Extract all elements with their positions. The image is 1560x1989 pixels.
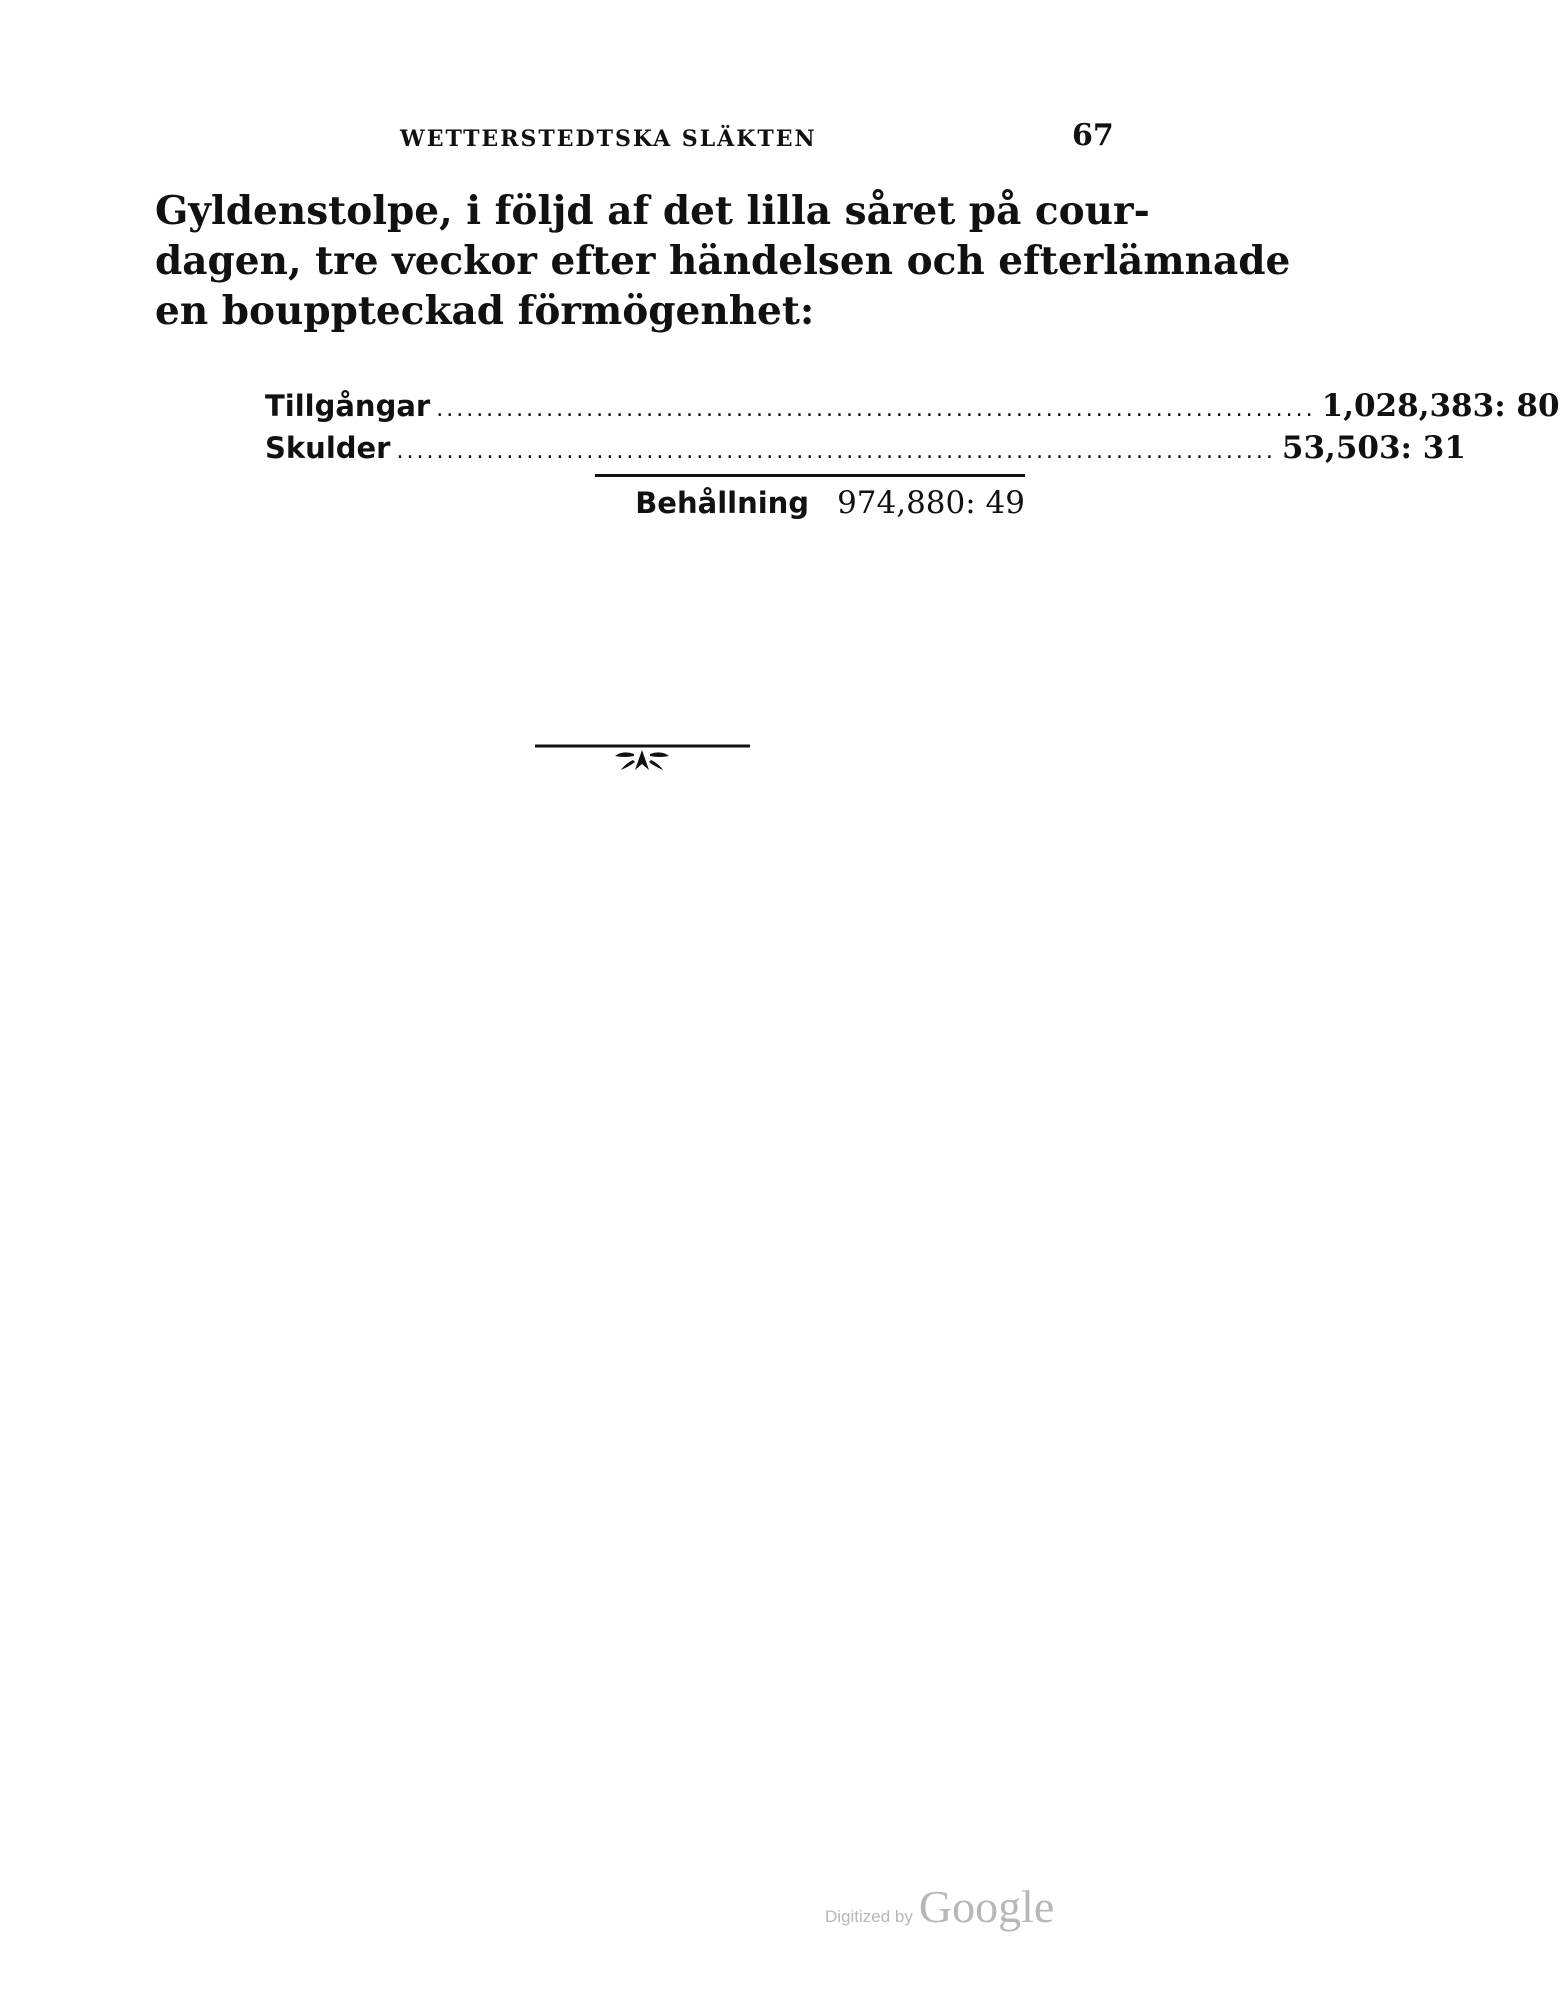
page-number: 67 xyxy=(1072,118,1114,153)
ledger-label: Tillgångar xyxy=(265,389,431,423)
digitized-watermark xyxy=(825,1880,1054,1933)
ledger-row-debts xyxy=(265,430,1466,472)
dot-leader: ........................................................................................ xyxy=(396,439,1276,464)
estate-ledger xyxy=(265,388,1560,521)
total-label: Behållning xyxy=(635,486,810,520)
watermark-brand: Google xyxy=(918,1881,1055,1932)
ledger-label: Skulder xyxy=(265,431,391,465)
ledger-row-assets xyxy=(265,388,1560,430)
total-value: 974,880: 49 xyxy=(837,485,1025,521)
tailpiece-ornament-icon xyxy=(535,740,750,780)
dot-leader: ........................................................................................ xyxy=(436,397,1316,422)
ledger-value: 53,503: 31 xyxy=(1281,430,1466,466)
body-line: dagen, tre veckor efter händelsen och efterlämnade xyxy=(155,238,1291,284)
body-paragraph xyxy=(155,186,1291,336)
running-title: WETTERSTEDTSKA SLÄKTEN xyxy=(400,126,817,152)
body-line: en bouppteckad förmögenhet: xyxy=(155,288,815,334)
watermark-prefix: Digitized by xyxy=(825,1907,913,1926)
sum-rule xyxy=(595,474,1025,477)
body-line: Gyldenstolpe, i följd af det lilla såret på cour- xyxy=(155,188,1150,234)
ledger-row-balance xyxy=(265,485,1025,521)
ledger-value: 1,028,383: 80 xyxy=(1321,388,1560,424)
